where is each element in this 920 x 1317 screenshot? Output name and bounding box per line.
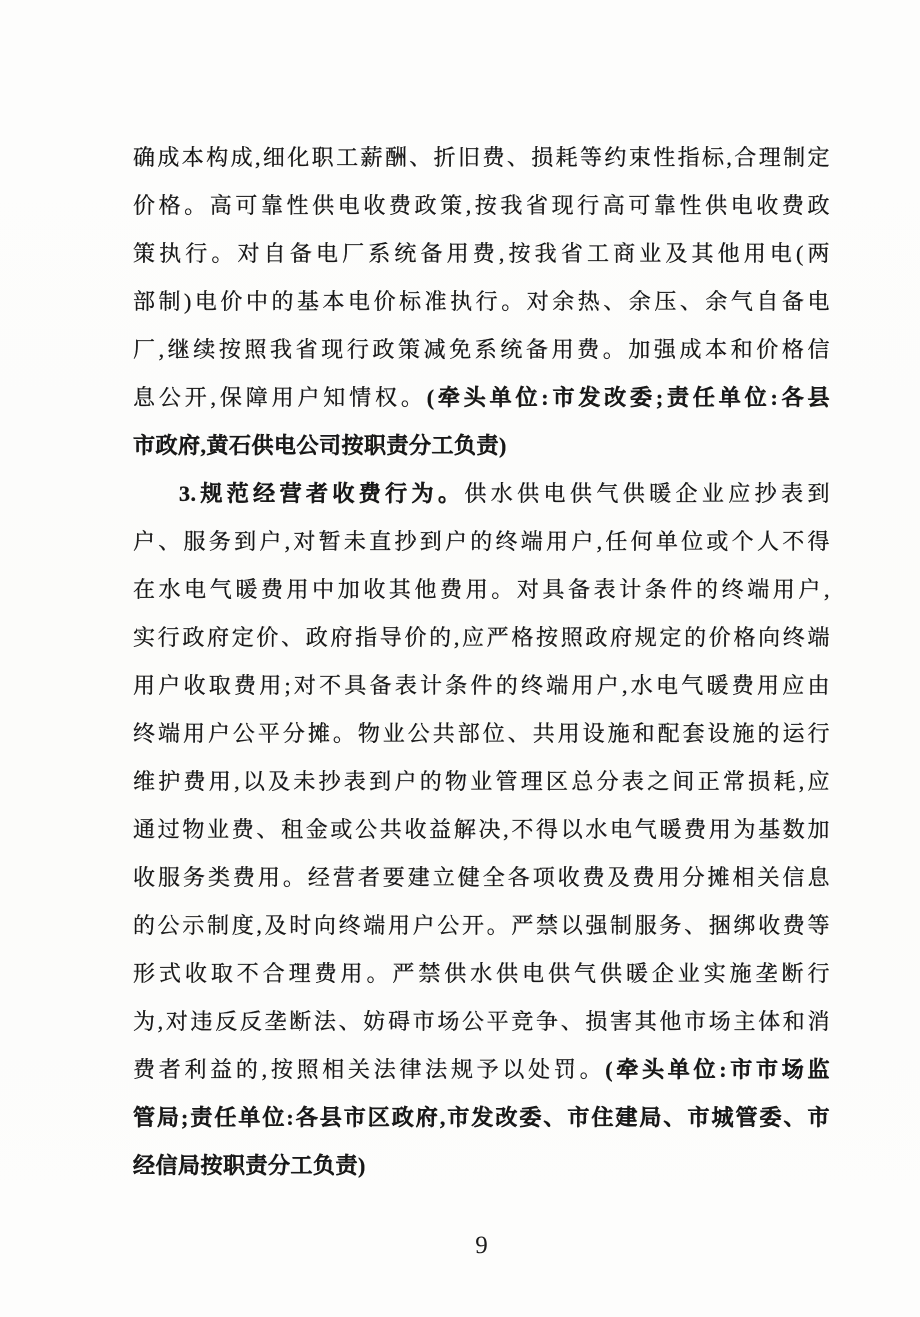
text-line <box>133 662 830 710</box>
emphasis-text: 市政府,黄石供电公司按职责分工负责) <box>133 433 507 458</box>
text-line <box>133 758 830 806</box>
emphasis-text: 3.规范经营者收费行为。 <box>179 481 465 506</box>
text-line <box>133 230 830 278</box>
text-line <box>133 950 830 998</box>
body-text: 户、服务到户,对暂未直抄到户的终端用户,任何单位或个人不得 <box>133 529 830 554</box>
body-text: 供水供电供气供暖企业应抄表到 <box>464 481 830 506</box>
body-text: 为,对违反反垄断法、妨碍市场公平竞争、损害其他市场主体和消 <box>133 1009 830 1034</box>
body-text: 费者利益的,按照相关法律法规予以处罚。 <box>133 1057 606 1082</box>
text-line <box>133 1046 830 1094</box>
text-line <box>133 134 830 182</box>
body-text: 的公示制度,及时向终端用户公开。严禁以强制服务、捆绑收费等 <box>133 913 830 938</box>
page-number: 9 <box>475 1232 488 1259</box>
emphasis-text: 管局;责任单位:各县市区政府,市发改委、市住建局、市城管委、市 <box>133 1105 830 1130</box>
text-line <box>133 374 830 422</box>
text-line <box>133 614 830 662</box>
body-text: 价格。高可靠性供电收费政策,按我省现行高可靠性供电收费政 <box>133 193 830 218</box>
body-text: 厂,继续按照我省现行政策减免系统备用费。加强成本和价格信 <box>133 337 830 362</box>
text-line <box>133 566 830 614</box>
body-text: 实行政府定价、政府指导价的,应严格按照政府规定的价格向终端 <box>133 625 830 650</box>
body-text: 维护费用,以及未抄表到户的物业管理区总分表之间正常损耗,应 <box>133 769 830 794</box>
emphasis-text: 经信局按职责分工负责) <box>133 1153 366 1178</box>
text-line <box>133 422 830 470</box>
emphasis-text: (牵头单位:市发改委;责任单位:各县 <box>426 385 830 410</box>
text-line <box>133 710 830 758</box>
text-line <box>133 518 830 566</box>
body-text: 在水电气暖费用中加收其他费用。对具备表计条件的终端用户, <box>133 577 830 602</box>
text-line <box>133 182 830 230</box>
body-text: 终端用户公平分摊。物业公共部位、共用设施和配套设施的运行 <box>133 721 830 746</box>
body-text: 用户收取费用;对不具备表计条件的终端用户,水电气暖费用应由 <box>133 673 830 698</box>
body-text: 确成本构成,细化职工薪酬、折旧费、损耗等约束性指标,合理制定 <box>133 145 830 170</box>
text-line <box>133 998 830 1046</box>
text-line <box>133 470 830 518</box>
text-line <box>133 278 830 326</box>
body-text: 策执行。对自备电厂系统备用费,按我省工商业及其他用电(两 <box>133 241 831 266</box>
body-text: 形式收取不合理费用。严禁供水供电供气供暖企业实施垄断行 <box>133 961 830 986</box>
text-line <box>133 854 830 902</box>
document-text <box>133 134 830 1190</box>
body-text: 部制)电价中的基本电价标准执行。对余热、余压、余气自备电 <box>133 289 830 314</box>
emphasis-text: (牵头单位:市市场监 <box>605 1057 830 1082</box>
text-line <box>133 1094 830 1142</box>
body-text: 息公开,保障用户知情权。 <box>133 385 427 410</box>
text-line <box>133 1142 830 1190</box>
text-line <box>133 806 830 854</box>
text-line <box>133 902 830 950</box>
body-text: 收服务类费用。经营者要建立健全各项收费及费用分摊相关信息 <box>133 865 830 890</box>
body-text: 通过物业费、租金或公共收益解决,不得以水电气暖费用为基数加 <box>133 817 830 842</box>
text-line <box>133 326 830 374</box>
